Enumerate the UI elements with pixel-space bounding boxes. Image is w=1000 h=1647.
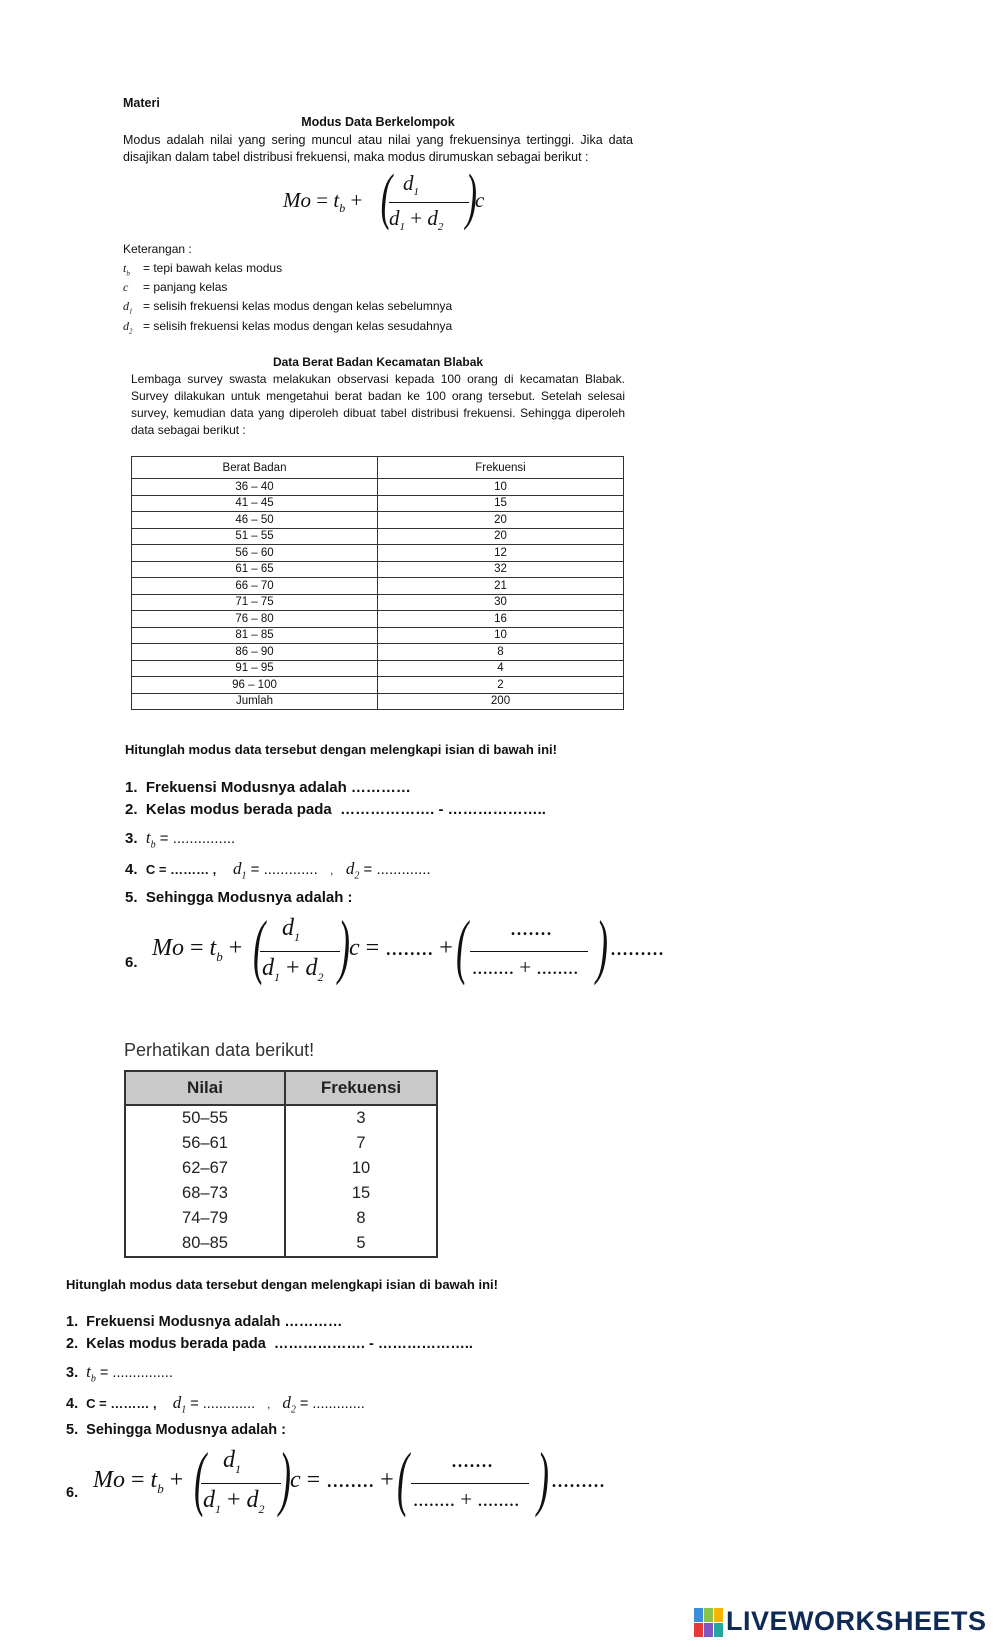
answer-blank[interactable]: ....... <box>510 915 552 941</box>
table-row: 50–55 3 <box>125 1105 437 1131</box>
question-6-number: 6. <box>125 954 138 971</box>
question-4: 4. C = ……… , $d_1$ = ............. , $d_2$ = ............. <box>66 1393 365 1416</box>
answer-blank[interactable]: ………………. - ……………….. <box>340 801 546 818</box>
keterangan-title: Keterangan : <box>123 242 192 256</box>
answer-blank[interactable]: = ............. <box>363 861 431 878</box>
question-6-formula: $Mo = t_b$ + ( $d_1$ $d_1 + d_2$ ) c = ........ + ( ....... ........ + ........ ) ......... <box>152 906 664 986</box>
table-row: 61 – 65 32 <box>132 561 624 578</box>
table-header: Nilai <box>125 1071 285 1105</box>
question-1: 1. Frekuensi Modusnya adalah ………… <box>125 779 411 796</box>
table-row: 56–61 7 <box>125 1131 437 1156</box>
question-1: 1. Frekuensi Modusnya adalah ………… <box>66 1314 343 1330</box>
table-header: Frekuensi <box>285 1071 437 1105</box>
table-row: 74–79 8 <box>125 1206 437 1231</box>
answer-blank[interactable]: = ............... <box>159 830 236 847</box>
instruction: Hitunglah modus data tersebut dengan melengkapi isian di bawah ini! <box>125 742 557 757</box>
keterangan-item: $d_2$ = selisih frekuensi kelas modus dengan kelas sesudahnya <box>123 319 453 336</box>
formula-tb-sub: b <box>339 201 346 216</box>
second-title: Perhatikan data berikut! <box>124 1040 315 1060</box>
question-2: 2. Kelas modus berada pada ………………. - ……………….. <box>66 1336 473 1352</box>
formula-den-d2: d <box>427 206 438 230</box>
table-row: 51 – 55 20 <box>132 528 624 545</box>
keterangan-item: c = panjang kelas <box>123 280 228 294</box>
keterangan-item: $d_1$ = selisih frekuensi kelas modus dengan kelas sebelumnya <box>123 299 453 316</box>
formula-den-plus: + <box>410 206 423 230</box>
table-header: Frekuensi <box>378 457 624 479</box>
formula-plus: + <box>350 188 363 212</box>
formula-den-d2-sub: 2 <box>437 221 444 234</box>
answer-blank[interactable]: = ............... <box>99 1365 173 1381</box>
table-row: 56 – 60 12 <box>132 545 624 562</box>
data-intro: Lembaga survey swasta melakukan observasi kepada 100 orang di kecamatan Blabak. Survey dilakukan untuk mengetahui berat badan ke 100 orang tersebut. Setelah selesai survey, kemudian data yang diperoleh dibuat tabel distribusi frekuensi. Sehingga diperoleh data sebagai berikut : <box>131 372 625 437</box>
table-row: 41 – 45 15 <box>132 495 624 512</box>
table-row: 96 – 100 2 <box>132 677 624 694</box>
answer-blank[interactable]: = ............. <box>299 1396 365 1412</box>
question-2: 2. Kelas modus berada pada ………………. - ……………….. <box>125 801 546 818</box>
formula-den-d1: d <box>389 206 400 230</box>
answer-blank[interactable]: C = ……… , <box>86 1396 157 1411</box>
formula-eq: = <box>316 188 329 212</box>
liveworksheets-logo[interactable]: LIVEWORKSHEETS <box>726 1606 987 1636</box>
answer-blank[interactable]: ........ + ........ <box>413 1487 520 1511</box>
answer-blank[interactable]: ………………. - ……………….. <box>273 1336 473 1352</box>
answer-blank[interactable]: ........ + ........ <box>472 955 579 979</box>
table-row: 66 – 70 21 <box>132 578 624 595</box>
table-row: 86 – 90 8 <box>132 644 624 661</box>
question-5: 5. Sehingga Modusnya adalah : <box>66 1422 286 1438</box>
formula-den-d1-sub: 1 <box>399 221 405 234</box>
formula-lhs: Mo <box>283 188 311 212</box>
table-row: 80–85 5 <box>125 1231 437 1257</box>
answer-blank[interactable]: ......... <box>551 1467 605 1493</box>
answer-blank[interactable]: = ........ + <box>365 935 453 961</box>
table-row: 68–73 15 <box>125 1181 437 1206</box>
instruction-2: Hitunglah modus data tersebut dengan melengkapi isian di bawah ini! <box>66 1277 498 1292</box>
section-label: Materi <box>123 96 160 110</box>
table-row: 36 – 40 10 <box>132 479 624 496</box>
question-5: 5. Sehingga Modusnya adalah : <box>125 889 353 906</box>
question-6-number: 6. <box>66 1485 79 1501</box>
question-3: 3. $t_b$ = ............... <box>125 828 236 851</box>
table-header: Berat Badan <box>132 457 378 479</box>
answer-blank[interactable]: = ............. <box>250 861 318 878</box>
mode-formula: $Mo = t_b$ + ( $d_1$ $d_1 + d_2$ ) c <box>283 163 485 234</box>
page-title: Modus Data Berkelompok <box>301 115 455 129</box>
answer-blank[interactable]: = ............. <box>190 1396 256 1412</box>
table-row: 91 – 95 4 <box>132 660 624 677</box>
question-3: 3. $t_b$ = ............... <box>66 1362 173 1385</box>
formula-c: c <box>475 188 485 212</box>
liveworksheets-logo-icon <box>694 1608 724 1638</box>
question-6-formula: $Mo = t_b$ + ( $d_1$ $d_1 + d_2$ ) c = ........ + ( ....... ........ + ........ ) ......... <box>93 1438 605 1518</box>
formula-d1: d <box>403 171 414 195</box>
table-row: 71 – 75 30 <box>132 594 624 611</box>
answer-blank[interactable]: ....... <box>451 1447 493 1473</box>
answer-blank[interactable]: ......... <box>610 935 664 961</box>
table-row: 76 – 80 16 <box>132 611 624 628</box>
answer-blank[interactable]: C = ……… , <box>145 862 217 877</box>
weight-table <box>131 456 624 710</box>
formula-tb: t <box>333 188 340 212</box>
intro-paragraph: Modus adalah nilai yang sering muncul atau nilai yang frekuensinya tertinggi. Jika data disajikan dalam tabel distribusi frekuensi, maka modus dirumuskan sebagai berikut : <box>123 133 633 164</box>
table-total-row: Jumlah 200 <box>132 693 624 710</box>
table-row: 62–67 10 <box>125 1156 437 1181</box>
table-row: 81 – 85 10 <box>132 627 624 644</box>
keterangan-item: $t_b$ = tepi bawah kelas modus <box>123 261 283 278</box>
formula-d1-sub: 1 <box>413 186 419 199</box>
value-table <box>124 1070 438 1258</box>
question-4: 4. C = ……… , $d_1$ = ............. , $d_2$ = ............. <box>125 859 431 882</box>
data-title: Data Berat Badan Kecamatan Blabak <box>272 355 484 369</box>
answer-blank[interactable]: = ........ + <box>306 1467 394 1493</box>
table-row: 46 – 50 20 <box>132 512 624 529</box>
